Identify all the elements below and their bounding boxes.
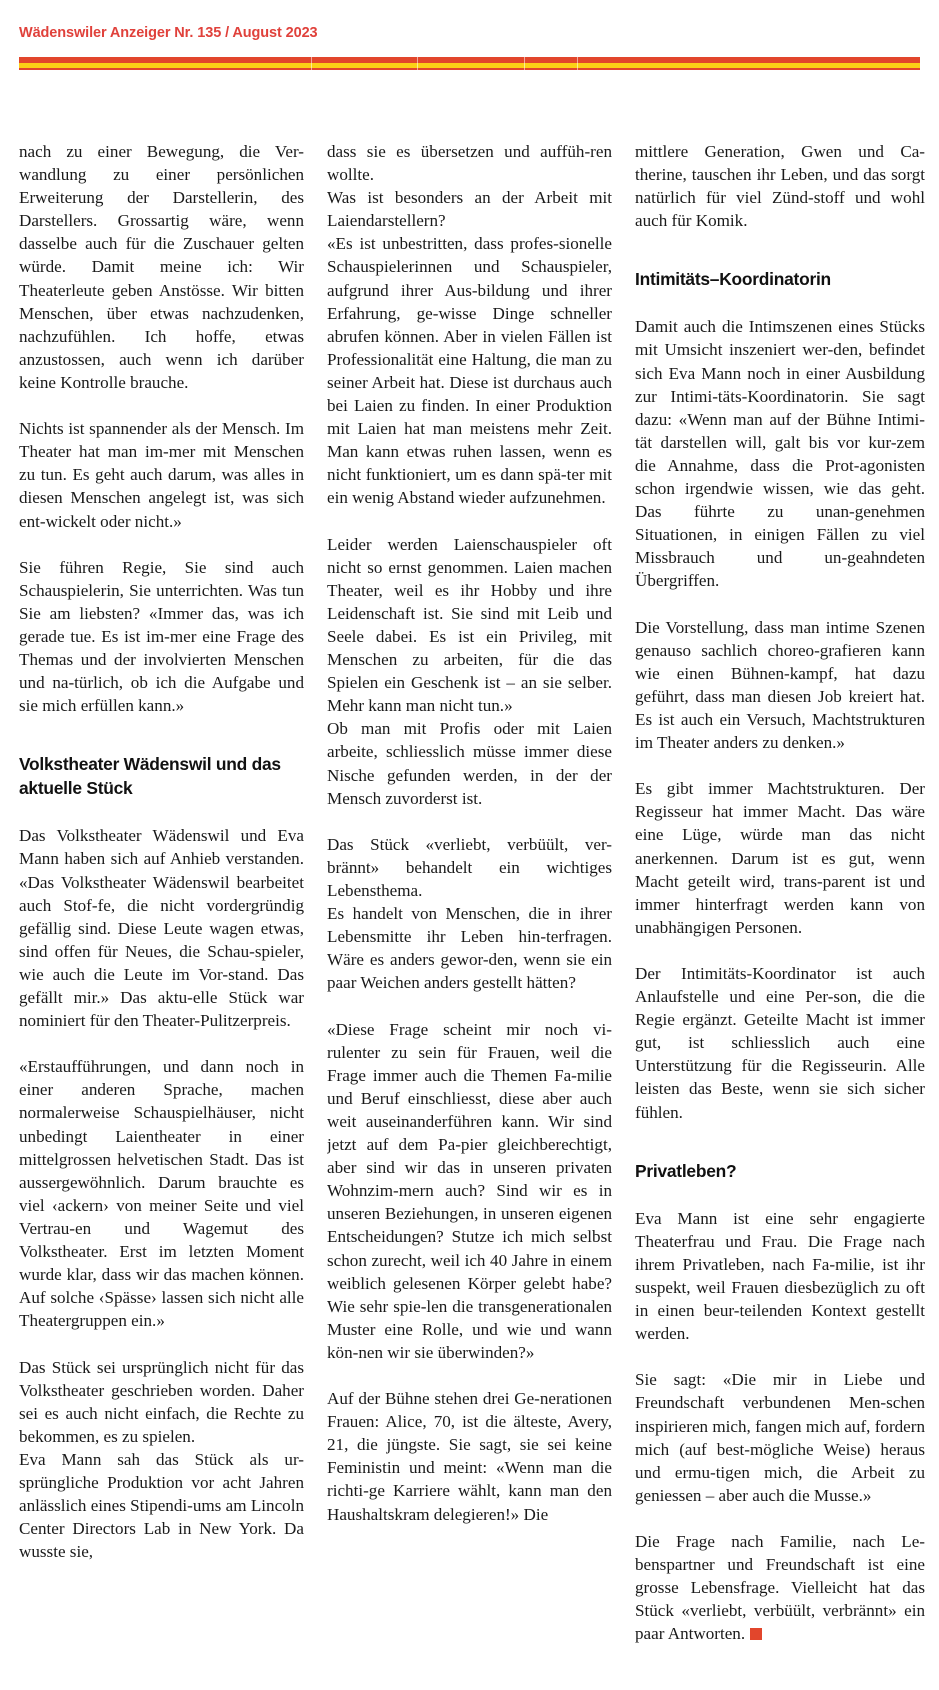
body-paragraph: Auf der Bühne stehen drei Ge-nerationen Frauen: Alice, 70, ist die älteste, Avery, 21, die jüngste. Sie sagt, sie sei keine Feministin und meint: «Wenn man die richti-ge Karriere wählt, kann man den Haushaltskram delegieren!» Die <box>327 1389 612 1524</box>
body-paragraph: Die Vorstellung, dass man intime Szenen genauso sachlich choreo-grafieren kann wie einen Bühnen-kampf, hat dazu geführt, dass man diesen Job kreiert hat. Es ist auch ein Versuch, Machtstrukturen im Theater anders zu denken.» <box>635 617 925 753</box>
section-heading: Privatleben? <box>635 1160 737 1181</box>
body-paragraph: Es gibt immer Machtstrukturen. Der Regisseur hat immer Macht. Das wäre eine Lüge, würde man das nicht anerkennen. Darum ist es gut, wenn Macht geteilt wird, trans-parent ist und immer hinterfragt werden kann von unabhängigen Personen. <box>635 779 925 937</box>
body-paragraph: «Erstaufführungen, und dann noch in einer anderen Sprache, machen normalerweise Schauspielhäuser, nicht unbedingt Laientheater in einer mittelgrossen helvetischen Stadt. Das ist aussergewöhnlich. Darum brauchte es viel ‹ackern› von meiner Seite und viel Vertrau-en und Wagemut des Volkstheater. Erst im letzten Moment wurde klar, dass wir das machen können. Auf solche ‹Spässe› lassen sich nicht alle Theatergruppen ein.» <box>19 1057 304 1331</box>
column-1 <box>19 140 304 1680</box>
body-paragraph: Das Stück «verliebt, verbüült, ver-brännt» behandelt ein wichtiges Lebensthema. <box>327 834 612 900</box>
column-2 <box>327 140 612 1680</box>
masthead <box>19 25 920 41</box>
body-paragraph: Sie sagt: «Die mir in Liebe und Freundschaft verbundenen Men-schen inspirieren mich, fangen mich auf, fordern mich (auf best-mögliche Weise) heraus und ermu-tigen mich, die Arbeit zu geniessen – aber auch die Musse.» <box>635 1370 925 1505</box>
body-paragraph: Die Frage nach Familie, nach Le-benspartner und Freundschaft ist eine grosse Lebensfrage. Vielleicht hat das Stück «verliebt, verbüült, verbrännt» ein paar Antworten. <box>635 1531 925 1644</box>
body-paragraph: mittlere Generation, Gwen und Ca-therine, tauschen ihr Leben, und das sorgt natürlich für viel Zünd-stoff und wohl auch für Komik. <box>635 142 925 231</box>
body-paragraph: Das Stück sei ursprünglich nicht für das Volkstheater geschrieben worden. Daher sei es auch nicht einfach, die Rechte zu bekommen, es zu spielen. <box>19 1357 304 1446</box>
body-paragraph: Eva Mann sah das Stück als ur-sprüngliche Produktion vor acht Jahren anlässlich eines Stipendi-ums am Lincoln Center Directors Lab in New York. Da wusste sie, <box>19 1449 304 1562</box>
rule-red-thin-band <box>19 68 920 70</box>
masthead-title: Wädenswiler Anzeiger Nr. 135 / August 2023 <box>19 25 318 41</box>
body-paragraph: dass sie es übersetzen und auffüh-ren wollte. <box>327 142 612 185</box>
body-paragraph: Das Volkstheater Wädenswil und Eva Mann haben sich auf Anhieb verstanden. «Das Volkstheater Wädenswil bearbeitet auch Stof-fe, die nicht vordergründig gefällig sind. Diese Leute wagen etwas, sind offen für Neues, die Schau-spieler, wie auch die Leute im Vor-stand. Das gefällt mir.» Das aktu-elle Stück war nominiert für den Theater-Pulitzerpreis. <box>19 826 304 1031</box>
body-paragraph: «Es ist unbestritten, dass profes-sionelle Schauspielerinnen und Schauspieler, aufgrund ihrer Aus-bildung und ihrer Erfahrung, ge-wisse Dinge schneller abrufen können. Aber in vielen Fällen ist Professionalität eine Haltung, die man zu seiner Arbeit hat. Diese ist durchaus auch bei Laien zu finden. In einer Produktion mit Laien hat man meistens mehr Zeit. Man kann etwas ruhen lassen, wenn es nicht funktioniert, um es dann spä-ter mit ein wenig Abstand wieder aufzunehmen. <box>327 234 612 508</box>
body-paragraph: nach zu einer Bewegung, die Ver-wandlung zu einer persönlichen Erweiterung der Darstellerin, des Darstellers. Grossartig wäre, wenn dasselbe auch für die Zuschauer gelten würde. Damit meine ich: Wir Theaterleute geben Anstösse. Wir bitten Menschen, über etwas nachzudenken, nachzufühlen. Ich hoffe, etwas anzustossen, auch wenn ich darüber keine Kontrolle brauche. <box>19 142 304 392</box>
rule-tick <box>524 57 525 70</box>
body-paragraph: Nichts ist spannender als der Mensch. Im Theater hat man im-mer mit Menschen zu tun. Es geht auch darum, was alles in diesen Menschen angelegt ist, was sich ent-wickelt oder nicht.» <box>19 419 304 531</box>
body-paragraph: Der Intimitäts-Koordinator ist auch Anlaufstelle und eine Per-son, die die Regie ergänzt. Geteilte Macht ist immer gut, ist schliesslich auch eine Unterstützung für die Regisseurin. Alle leisten das Beste, wenn sie sich sicher fühlen. <box>635 964 925 1122</box>
body-paragraph: Eva Mann ist eine sehr engagierte Theaterfrau und Frau. Die Frage nach ihrem Privatleben, nach Fa-milie, ist ihr suspekt, weil Frauen diesbezüglich zu oft in einen beur-teilenden Kontext gestellt werden. <box>635 1208 925 1344</box>
body-paragraph: Ob man mit Profis oder mit Laien arbeite, schliesslich müsse immer diese Nische gefunden werden, in der der Mensch zuvorderst ist. <box>327 719 612 808</box>
body-paragraph: Sie führen Regie, Sie sind auch Schauspielerin, Sie unterrichten. Was tun Sie am liebsten? «Immer das, was ich gerade tue. Es ist im-mer eine Frage des Themas und der involvierten Menschen und na-türlich, ob ich die Aufgabe und sie mich erfüllen kann.» <box>19 557 304 716</box>
body-paragraph: «Diese Frage scheint mir noch vi-rulenter zu sein für Frauen, weil die Frage immer auch die Themen Fa-milie und Beruf einschliesst, diese aber auch weit auseinanderführen kann. Wir sind jetzt auf dem Pa-pier gleichberechtigt, aber sind wir das in unseren privaten Wohnzim-mern auch? Sind wir es in unseren Beziehungen, in unseren eigenen Entscheidungen? Stutze ich mich selbst schon zurecht, weil ich 40 Jahre in einem weiblich gelesenen Körper gelebt habe? Wie sehr spie-len die transgenerationalen Muster eine Rolle, und wie und wann kön-nen wir sie überwinden?» <box>327 1019 612 1362</box>
article-columns <box>19 140 925 1680</box>
column-3 <box>635 140 925 1680</box>
body-paragraph: Leider werden Laienschauspieler oft nicht so ernst genommen. Laien machen Theater, weil es ihr Hobby und ihre Leidenschaft ist. Sie sind mit Leib und Seele dabei. Es ist ein Privileg, mit Menschen zu arbeiten, für die das Spielen ein Geschenk ist – an sie selber. Mehr kann man nicht tun.» <box>327 534 612 716</box>
article-end-marker-icon <box>750 1628 762 1640</box>
masthead-rule <box>19 57 920 70</box>
rule-tick <box>577 57 578 70</box>
body-paragraph: Was ist besonders an der Arbeit mit Laiendarstellern? <box>327 188 612 231</box>
body-paragraph: Damit auch die Intimszenen eines Stücks mit Umsicht inszeniert wer-den, befindet sich Eva Mann noch in einer Ausbildung zur Intimi-täts-Koordinatorin. Sie sagt dazu: «Wenn man auf der Bühne Intimi-tät darstellen will, galt bis vor kur-zem die Annahme, dass die Prot-agonisten schon irgendwie wissen, wie das geht. Das führte zu unan-genehmen Situationen, in einigen Fällen zu viel Missbrauch und un-geahndeten Übergriffen. <box>635 317 925 591</box>
rule-tick <box>417 57 418 70</box>
body-paragraph: Es handelt von Menschen, die in ihrer Lebensmitte ihr Leben hin-terfragen. Wäre es anders gewor-den, wenn sie ein paar Weichen anders gestellt hätten? <box>327 904 612 993</box>
rule-tick <box>311 57 312 70</box>
section-heading: Intimitäts–Koordinatorin <box>635 269 831 290</box>
section-heading: Volkstheater Wädenswil und das aktuelle Stück <box>19 754 281 799</box>
